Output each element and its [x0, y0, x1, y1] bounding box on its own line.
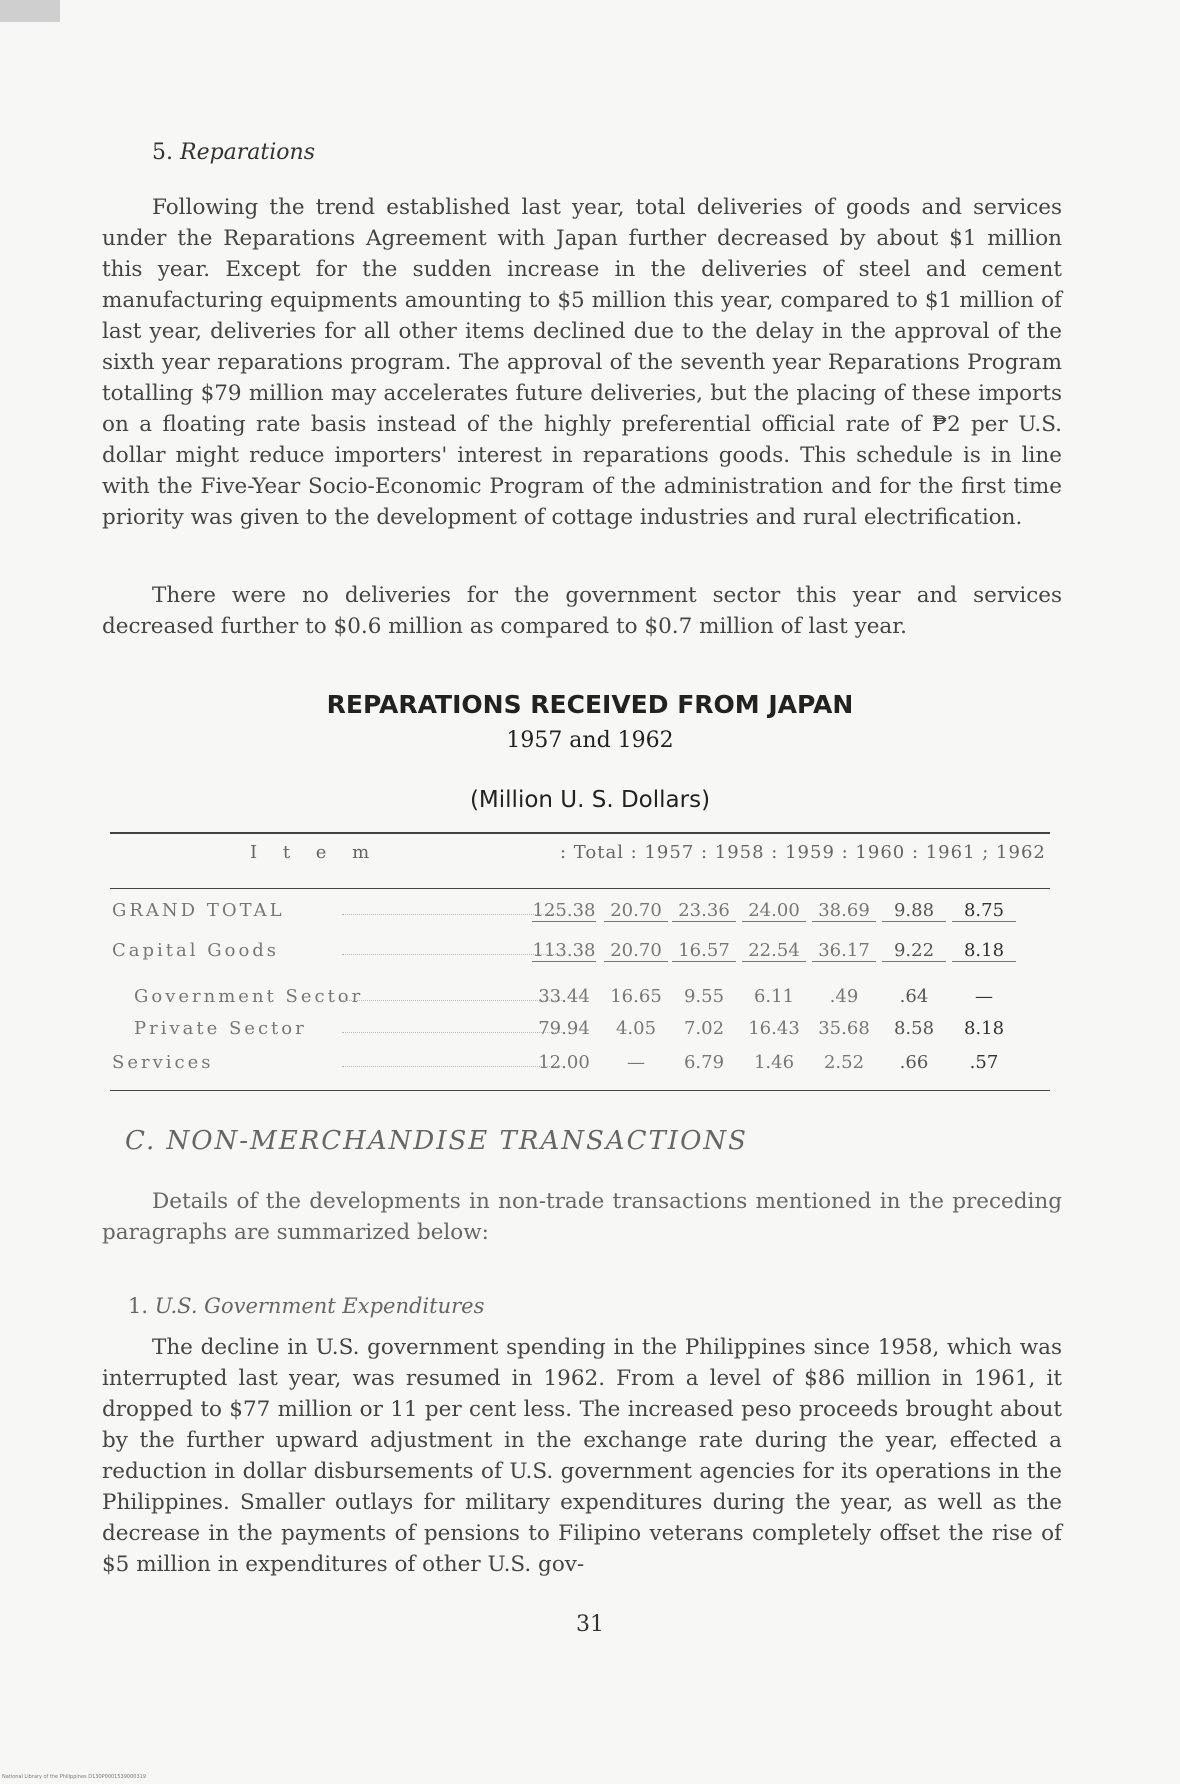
cell-1959: 24.00 [742, 900, 806, 922]
cell-total: 113.38 [532, 940, 596, 961]
cell-1958: 7.02 [683, 1018, 725, 1039]
cell-1962: 8.18 [952, 940, 1016, 962]
cell-1962: 8.75 [952, 900, 1016, 922]
cell-1959: 1.46 [753, 1052, 795, 1073]
row-label: GRAND TOTAL [112, 900, 285, 921]
scan-footer: National Library of the Philippines D130P0001539000319 [2, 1774, 146, 1780]
cell-1958: 23.36 [672, 900, 736, 922]
leader-dots [342, 914, 562, 915]
table-row [112, 1052, 1062, 1082]
cell-1960: .49 [829, 986, 859, 1007]
subsection-title: U.S. Government Expenditures [154, 1294, 485, 1318]
table-title: REPARATIONS RECEIVED FROM JAPAN [326, 690, 854, 719]
table-row [112, 986, 1062, 1016]
row-label: Services [112, 1052, 214, 1073]
row-label: Private Sector [134, 1018, 307, 1039]
cell-1960: 38.69 [812, 900, 876, 922]
table-bottom-rule [110, 1090, 1050, 1091]
cell-total: 12.00 [538, 1052, 590, 1073]
table-header-item: I t e m [250, 842, 380, 863]
table-row [112, 900, 1062, 930]
paragraph-us-expenditures: The decline in U.S. government spending in the Philippines since 1958, which was interrupted last year, was resumed in 1962. From a level of $86 million in 1961, it dropped to $77 million or 11 per cent less. The increased peso proceeds brought about by the further upward adjustment in the exchange rate during the year, effected a reduction in dollar disbursements of U.S. government agencies for its operations in the Philippines. Smaller outlays for military expenditures during the year, as well as the decrease in the payments of pensions to Filipino veterans completely offset the rise of $5 million in expenditures of other U.S. gov- [102, 1335, 1062, 1577]
subsection-number: 1. [128, 1294, 149, 1318]
subsection-heading [128, 1294, 484, 1318]
cell-1961: 9.88 [882, 900, 946, 922]
leader-dots [342, 1000, 562, 1001]
leader-dots [342, 1032, 562, 1033]
cell-1958: 9.55 [683, 986, 725, 1007]
cell-1962: 8.18 [963, 1018, 1005, 1039]
cell-1959: 6.11 [753, 986, 795, 1007]
cell-total: 79.94 [538, 1018, 590, 1039]
cell-1959: 16.43 [748, 1018, 800, 1039]
cell-total: 125.38 [532, 900, 596, 921]
cell-1957: — [627, 1052, 645, 1073]
table-header-rule [110, 888, 1050, 889]
row-label: Capital Goods [112, 940, 280, 961]
cell-total: 33.44 [538, 986, 590, 1007]
table-row [112, 1018, 1062, 1048]
cell-1957: 16.65 [610, 986, 662, 1007]
cell-1960: 36.17 [812, 940, 876, 962]
section-title: Reparations [180, 140, 315, 165]
leader-dots [342, 1066, 562, 1067]
cell-1962: — [975, 986, 993, 1007]
cell-1958: 16.57 [672, 940, 736, 962]
table-unit: (Million U. S. Dollars) [469, 787, 711, 813]
cell-1961: 9.22 [882, 940, 946, 962]
paragraph-reparations: Following the trend established last year, total deliveries of goods and services under the Reparations Agreement with Japan further decreased by about $1 million this year. Except for the sudden increase in the deliveries of steel and cement manufacturing equipments amounting to $5 million this year, compared to $1 million of last year, deliveries for all other items declined due to the delay in the approval of the sixth year reparations program. The approval of the seventh year Reparations Program totalling $79 million may accelerates future deliveries, but the placing of these imports on a floating rate basis instead of the highly preferential official rate of ₱2 per U.S. dollar might reduce importers' interest in reparations goods. This schedule is in line with the Five-Year Socio-Economic Program of the administration and for the first time priority was given to the development of cottage industries and rural electrification. [102, 195, 1062, 530]
cell-1960: 2.52 [823, 1052, 865, 1073]
paragraph-services: There were no deliveries for the government sector this year and services decreased further to $0.6 million as compared to $0.7 million of last year. [102, 583, 1062, 639]
table-row [112, 940, 1062, 970]
table-subtitle: 1957 and 1962 [506, 728, 674, 753]
leader-dots [342, 954, 562, 955]
page-number: 31 [576, 1612, 604, 1637]
cell-1959: 22.54 [742, 940, 806, 962]
cell-1958: 6.79 [683, 1052, 725, 1073]
cell-1961: 8.58 [893, 1018, 935, 1039]
table-header-columns: : Total : 1957 : 1958 : 1959 : 1960 : 1961 ; 1962 [560, 842, 1046, 863]
scan-edge [0, 0, 60, 22]
section-c-heading: C. NON-MERCHANDISE TRANSACTIONS [125, 1126, 748, 1156]
paragraph-summary: Details of the developments in non-trade transactions mentioned in the preceding paragraphs are summarized below: [102, 1189, 1062, 1245]
cell-1957: 20.70 [604, 940, 668, 962]
cell-1962: .57 [969, 1052, 999, 1073]
cell-1961: .64 [899, 986, 929, 1007]
row-label: Government Sector [134, 986, 364, 1007]
cell-1961: .66 [899, 1052, 929, 1073]
cell-1960: 35.68 [818, 1018, 870, 1039]
table-top-rule [110, 832, 1050, 834]
section-heading [152, 140, 315, 165]
section-number: 5. [152, 140, 173, 165]
cell-1957: 20.70 [604, 900, 668, 922]
cell-1957: 4.05 [615, 1018, 657, 1039]
